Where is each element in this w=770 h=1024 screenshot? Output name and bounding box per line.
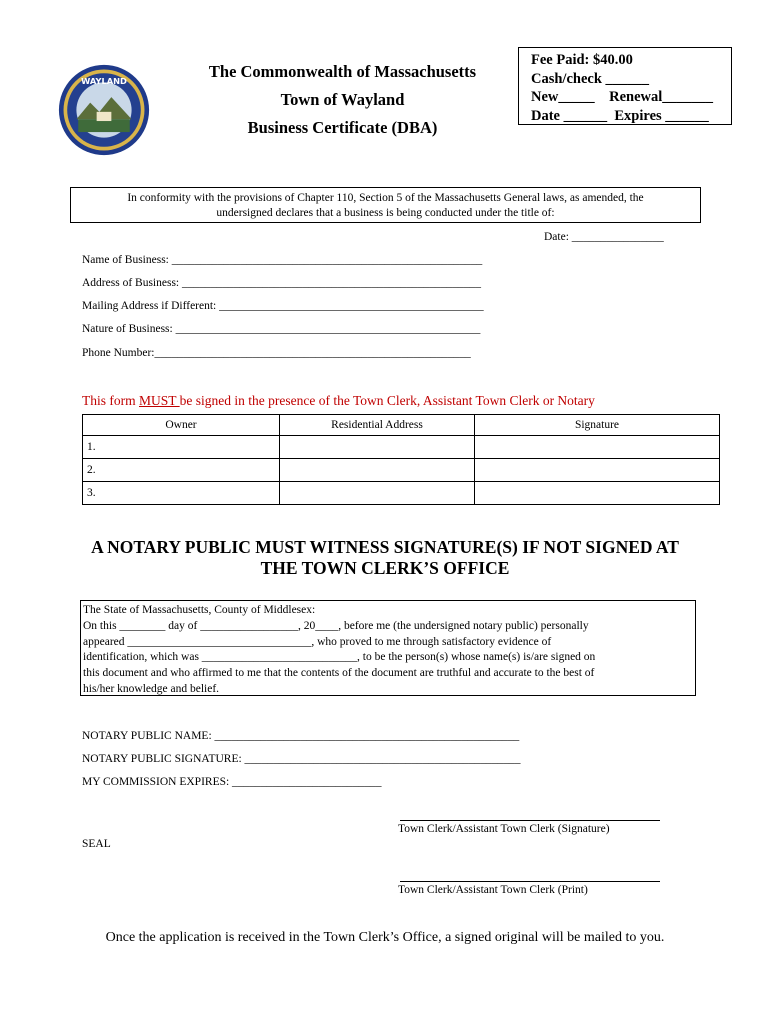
address-cell[interactable] [280,436,475,459]
intro-line-1: In conformity with the provisions of Chapter 110, Section 5 of the Massachusetts General laws, as amended, the [127,192,644,204]
owner-header: Owner [83,415,280,436]
clerk-print-label: Town Clerk/Assistant Town Clerk (Print) [398,884,588,896]
notary-line-4[interactable]: identification, which was ___________________________, to be the person(s) whose name(s) is/are signed on [83,651,596,664]
notary-heading-line-1: A NOTARY PUBLIC MUST WITNESS SIGNATURE(S) IF NOT SIGNED AT [91,537,679,557]
warning-must: MUST [139,393,180,408]
address-cell[interactable] [280,482,475,505]
phone-number-field[interactable]: Phone Number:_______________________________________________________ [82,347,471,359]
renewal-field[interactable]: Renewal_______ [609,89,714,105]
notary-heading [60,537,710,579]
owner-cell[interactable]: 2. [83,459,280,482]
fee-paid: Fee Paid: $40.00 [531,52,633,68]
table-row [83,436,720,459]
form-header [170,58,515,142]
address-header: Residential Address [280,415,475,436]
date-paid-field[interactable]: Date ______ [531,107,608,124]
town-seal-icon [58,64,150,156]
notary-heading-line-2: THE TOWN CLERK’S OFFICE [260,558,510,578]
certificate-title: Business Certificate (DBA) [247,118,438,137]
notary-box [80,600,696,696]
owner-cell[interactable]: 3. [83,482,280,505]
notary-signature-field[interactable]: NOTARY PUBLIC SIGNATURE: ________________________________________________ [82,753,521,765]
intro-line-2: undersigned declares that a business is being conducted under the title of: [216,207,555,219]
table-row [83,459,720,482]
owner-cell[interactable]: 1. [83,436,280,459]
table-row [83,482,720,505]
cash-check-field[interactable]: Cash/check ______ [531,70,650,87]
town-title: Town of Wayland [280,90,405,109]
seal-text: WAYLAND [81,76,127,87]
owners-table [82,414,720,505]
commonwealth-title: The Commonwealth of Massachusetts [208,62,477,81]
signature-cell[interactable] [475,459,720,482]
warning-text-2: be signed in the presence of the Town Clerk, Assistant Town Clerk or Notary [179,393,595,408]
expires-field[interactable]: Expires ______ [614,107,709,124]
intro-box [70,187,701,223]
clerk-print-line[interactable] [400,881,660,882]
notary-name-field[interactable]: NOTARY PUBLIC NAME: _____________________________________________________ [82,730,520,742]
notary-line-2[interactable]: On this ________ day of _________________, 20____, before me (the undersigned notary public) personally [83,619,589,632]
seal-label: SEAL [82,838,111,850]
notary-line-6: his/her knowledge and belief. [83,682,220,695]
closing-note: Once the application is received in the Town Clerk’s Office, a signed original will be mailed to you. [105,930,665,945]
mailing-address-field[interactable]: Mailing Address if Different: ______________________________________________ [82,300,484,312]
address-cell[interactable] [280,459,475,482]
signature-cell[interactable] [475,436,720,459]
signature-header: Signature [475,415,720,436]
signature-warning [82,393,595,409]
notary-line-5: this document and who affirmed to me that the contents of the document are truthful and accurate to the best of [83,667,595,680]
clerk-signature-label: Town Clerk/Assistant Town Clerk (Signature) [398,823,610,835]
new-field[interactable]: New_____ [531,89,595,105]
signature-cell[interactable] [475,482,720,505]
warning-text-1: This form [82,393,139,408]
commission-expires-field[interactable]: MY COMMISSION EXPIRES: __________________________ [82,776,382,788]
nature-of-business-field[interactable]: Nature of Business: _____________________________________________________ [82,323,481,335]
business-name-field[interactable]: Name of Business: ______________________________________________________ [82,254,483,266]
business-address-field[interactable]: Address of Business: ____________________________________________________ [82,277,481,289]
fee-box [518,47,732,125]
table-header-row [83,415,720,436]
notary-line-1: The State of Massachusetts, County of Middlesex: [83,604,316,616]
date-field[interactable]: Date: ________________ [544,231,664,243]
clerk-signature-line[interactable] [400,820,660,821]
notary-line-3[interactable]: appeared ________________________________, who proved to me through satisfactory evidence of [83,635,552,648]
